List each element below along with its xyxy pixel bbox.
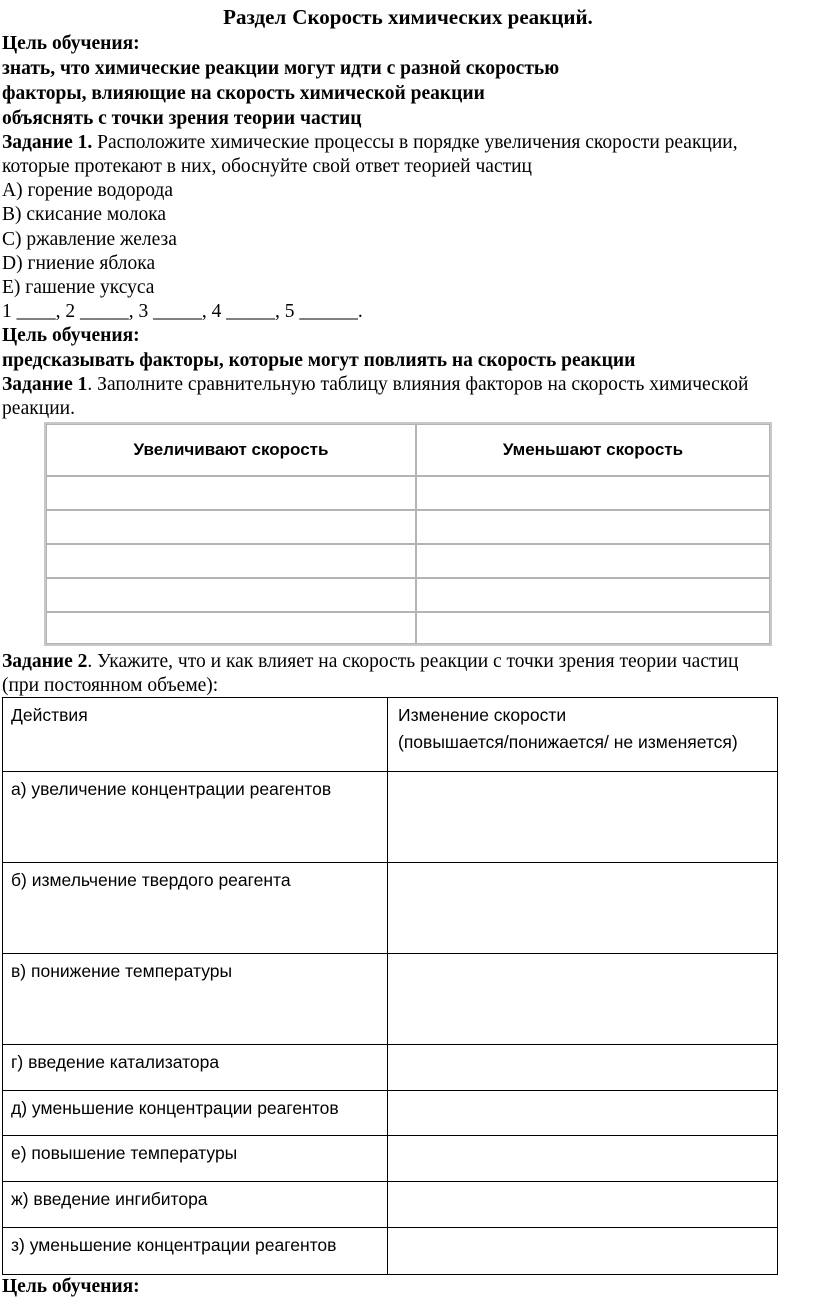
rate-answer-cell[interactable] bbox=[388, 772, 777, 862]
increase-cell[interactable] bbox=[46, 612, 416, 644]
factors-table bbox=[44, 422, 772, 646]
header-actions: Действия bbox=[3, 698, 388, 771]
actions-table-header-row bbox=[3, 698, 777, 771]
task1b-instruction: Задание 1. Заполните сравнительную таблицу влияния факторов на скорость химической bbox=[2, 374, 749, 395]
task2-instruction-cont: (при постоянном объеме): bbox=[2, 675, 219, 696]
task1-option-e: E) гашение уксуса bbox=[2, 277, 155, 298]
task1-option-b: B) скисание молока bbox=[2, 204, 167, 225]
action-label: г) введение катализатора bbox=[3, 1045, 388, 1090]
action-label: в) понижение температуры bbox=[3, 954, 388, 1044]
decrease-cell[interactable] bbox=[416, 578, 770, 612]
table-row bbox=[3, 1227, 777, 1274]
table-row bbox=[3, 1090, 777, 1135]
rate-answer-cell[interactable] bbox=[388, 1045, 777, 1090]
goal1-item-1: знать, что химические реакции могут идти с разной скоростью bbox=[2, 58, 560, 79]
action-label: ж) введение ингибитора bbox=[3, 1182, 388, 1227]
task1-option-d: D) гниение яблока bbox=[2, 253, 156, 274]
header-rate-change: Изменение скорости (повышается/понижается/ не изменяется) bbox=[398, 705, 738, 752]
task1-instruction: Задание 1. Расположите химические процессы в порядке увеличения скорости реакции, bbox=[2, 132, 738, 153]
factors-table-row bbox=[46, 476, 770, 510]
factors-table-row bbox=[46, 612, 770, 644]
goal1-label: Цель обучения: bbox=[2, 33, 140, 54]
factors-table-row bbox=[46, 578, 770, 612]
page-title bbox=[0, 4, 816, 30]
decrease-cell[interactable] bbox=[416, 510, 770, 544]
table-row bbox=[3, 1181, 777, 1227]
table-row bbox=[3, 1044, 777, 1090]
goal2-label: Цель обучения: bbox=[2, 325, 140, 346]
task1-option-c: C) ржавление железа bbox=[2, 229, 177, 250]
title-section-word: Раздел bbox=[223, 5, 287, 29]
task1-option-a: A) горение водорода bbox=[2, 180, 173, 201]
task1-instruction-cont: которые протекают в них, обоснуйте свой ответ теорией частиц bbox=[2, 156, 532, 177]
goal1-item-3: объяснять с точки зрения теории частиц bbox=[2, 108, 362, 129]
header-decrease: Уменьшают скорость bbox=[416, 424, 770, 476]
goal1-item-2: факторы, влияющие на скорость химической реакции bbox=[2, 83, 485, 104]
task2-instruction: Задание 2. Укажите, что и как влияет на скорость реакции с точки зрения теории частиц bbox=[2, 651, 739, 672]
task1-answer-line: 1 ____, 2 _____, 3 _____, 4 _____, 5 ______. bbox=[2, 301, 363, 322]
header-increase: Увеличивают скорость bbox=[46, 424, 416, 476]
table-row bbox=[3, 953, 777, 1044]
decrease-cell[interactable] bbox=[416, 612, 770, 644]
rate-answer-cell[interactable] bbox=[388, 1228, 777, 1274]
title-topic: Скорость химических реакций. bbox=[292, 5, 593, 29]
rate-answer-cell[interactable] bbox=[388, 1182, 777, 1227]
increase-cell[interactable] bbox=[46, 578, 416, 612]
task1b-label: Задание 1 bbox=[2, 374, 88, 395]
rate-answer-cell[interactable] bbox=[388, 863, 777, 953]
goal2-item: предсказывать факторы, которые могут повлиять на скорость реакции bbox=[2, 350, 636, 371]
action-label: е) повышение температуры bbox=[3, 1136, 388, 1181]
task1-label: Задание 1. bbox=[2, 132, 93, 153]
factors-table-row bbox=[46, 544, 770, 578]
goal3-label: Цель обучения: bbox=[2, 1276, 140, 1297]
increase-cell[interactable] bbox=[46, 476, 416, 510]
action-label: а) увеличение концентрации реагентов bbox=[3, 772, 388, 862]
decrease-cell[interactable] bbox=[416, 476, 770, 510]
action-label: д) уменьшение концентрации реагентов bbox=[3, 1091, 388, 1135]
factors-table-row bbox=[46, 510, 770, 544]
task2-label: Задание 2 bbox=[2, 651, 88, 672]
action-label: з) уменьшение концентрации реагентов bbox=[3, 1228, 388, 1274]
factors-table-header-row bbox=[46, 424, 770, 476]
table-row bbox=[3, 1135, 777, 1181]
table-row bbox=[3, 771, 777, 862]
decrease-cell[interactable] bbox=[416, 544, 770, 578]
task1b-instruction-cont: реакции. bbox=[2, 398, 75, 419]
increase-cell[interactable] bbox=[46, 544, 416, 578]
action-label: б) измельчение твердого реагента bbox=[3, 863, 388, 953]
actions-table bbox=[2, 697, 778, 1275]
table-row bbox=[3, 862, 777, 953]
rate-answer-cell[interactable] bbox=[388, 1136, 777, 1181]
increase-cell[interactable] bbox=[46, 510, 416, 544]
rate-answer-cell[interactable] bbox=[388, 1091, 777, 1135]
rate-answer-cell[interactable] bbox=[388, 954, 777, 1044]
